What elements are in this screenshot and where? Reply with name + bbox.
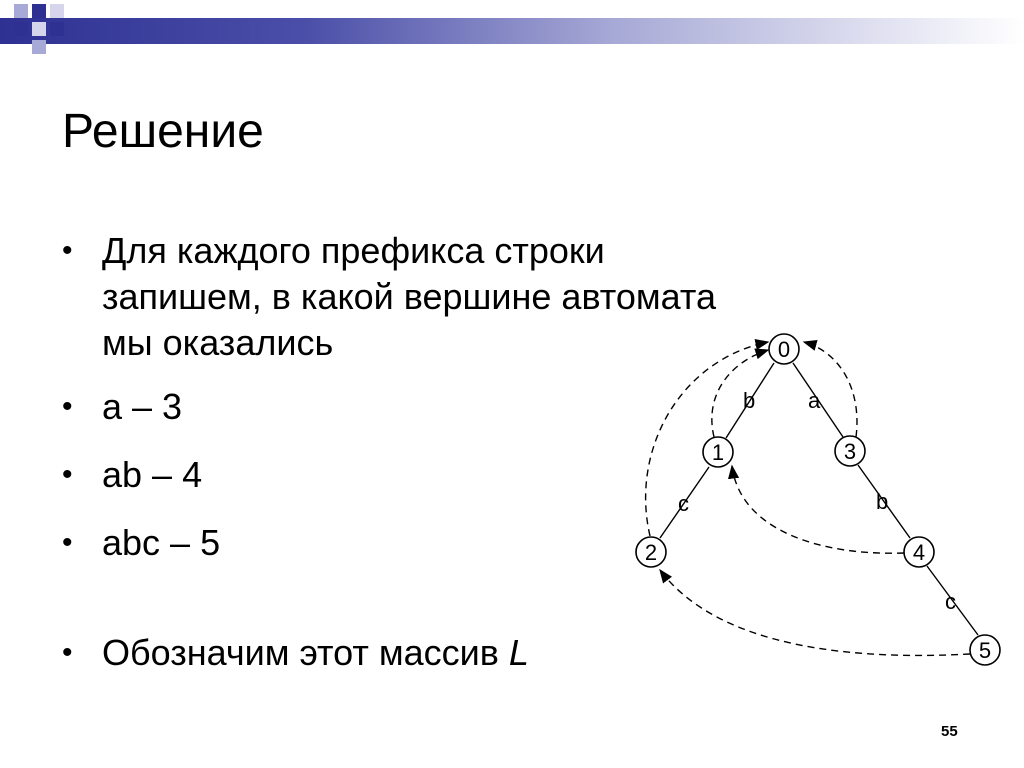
edge-label: b [876, 489, 889, 514]
slide-title: Решение [62, 105, 264, 158]
bullet-dot: • [62, 234, 73, 267]
state-node [636, 537, 666, 567]
fail-link-2-0 [646, 342, 768, 536]
bullet-dot: • [62, 458, 73, 491]
state-label: 4 [912, 540, 926, 565]
state-label: 3 [843, 439, 857, 464]
state-node [904, 537, 934, 567]
bullet-text: abc – 5 [102, 522, 221, 563]
page-number: 55 [941, 723, 958, 740]
state-node [970, 635, 1000, 665]
bullet-text: a – 3 [102, 386, 183, 427]
edge-label: a [808, 388, 821, 413]
state-node [769, 334, 799, 364]
bullet-dot: • [62, 526, 73, 559]
bullet-dot: • [62, 636, 73, 669]
state-label: 2 [644, 540, 658, 565]
state-node [835, 436, 865, 466]
state-label: 0 [777, 337, 791, 362]
edge-label: c [678, 491, 689, 516]
bullet-text: Для каждого префикса строки запишем, в какой вершине автомата мы оказались [102, 230, 716, 363]
state-label: 5 [978, 638, 992, 663]
fail-link-1-0 [712, 350, 768, 437]
state-node [703, 437, 733, 467]
edge-label: b [743, 388, 756, 413]
bullet-text: Обозначим этот массив L [102, 632, 529, 673]
fail-link-5-2 [660, 570, 970, 655]
bullet-text: ab – 4 [102, 454, 203, 495]
state-label: 1 [711, 440, 725, 465]
bullet-dot: • [62, 390, 73, 423]
edge-label: c [945, 589, 956, 614]
